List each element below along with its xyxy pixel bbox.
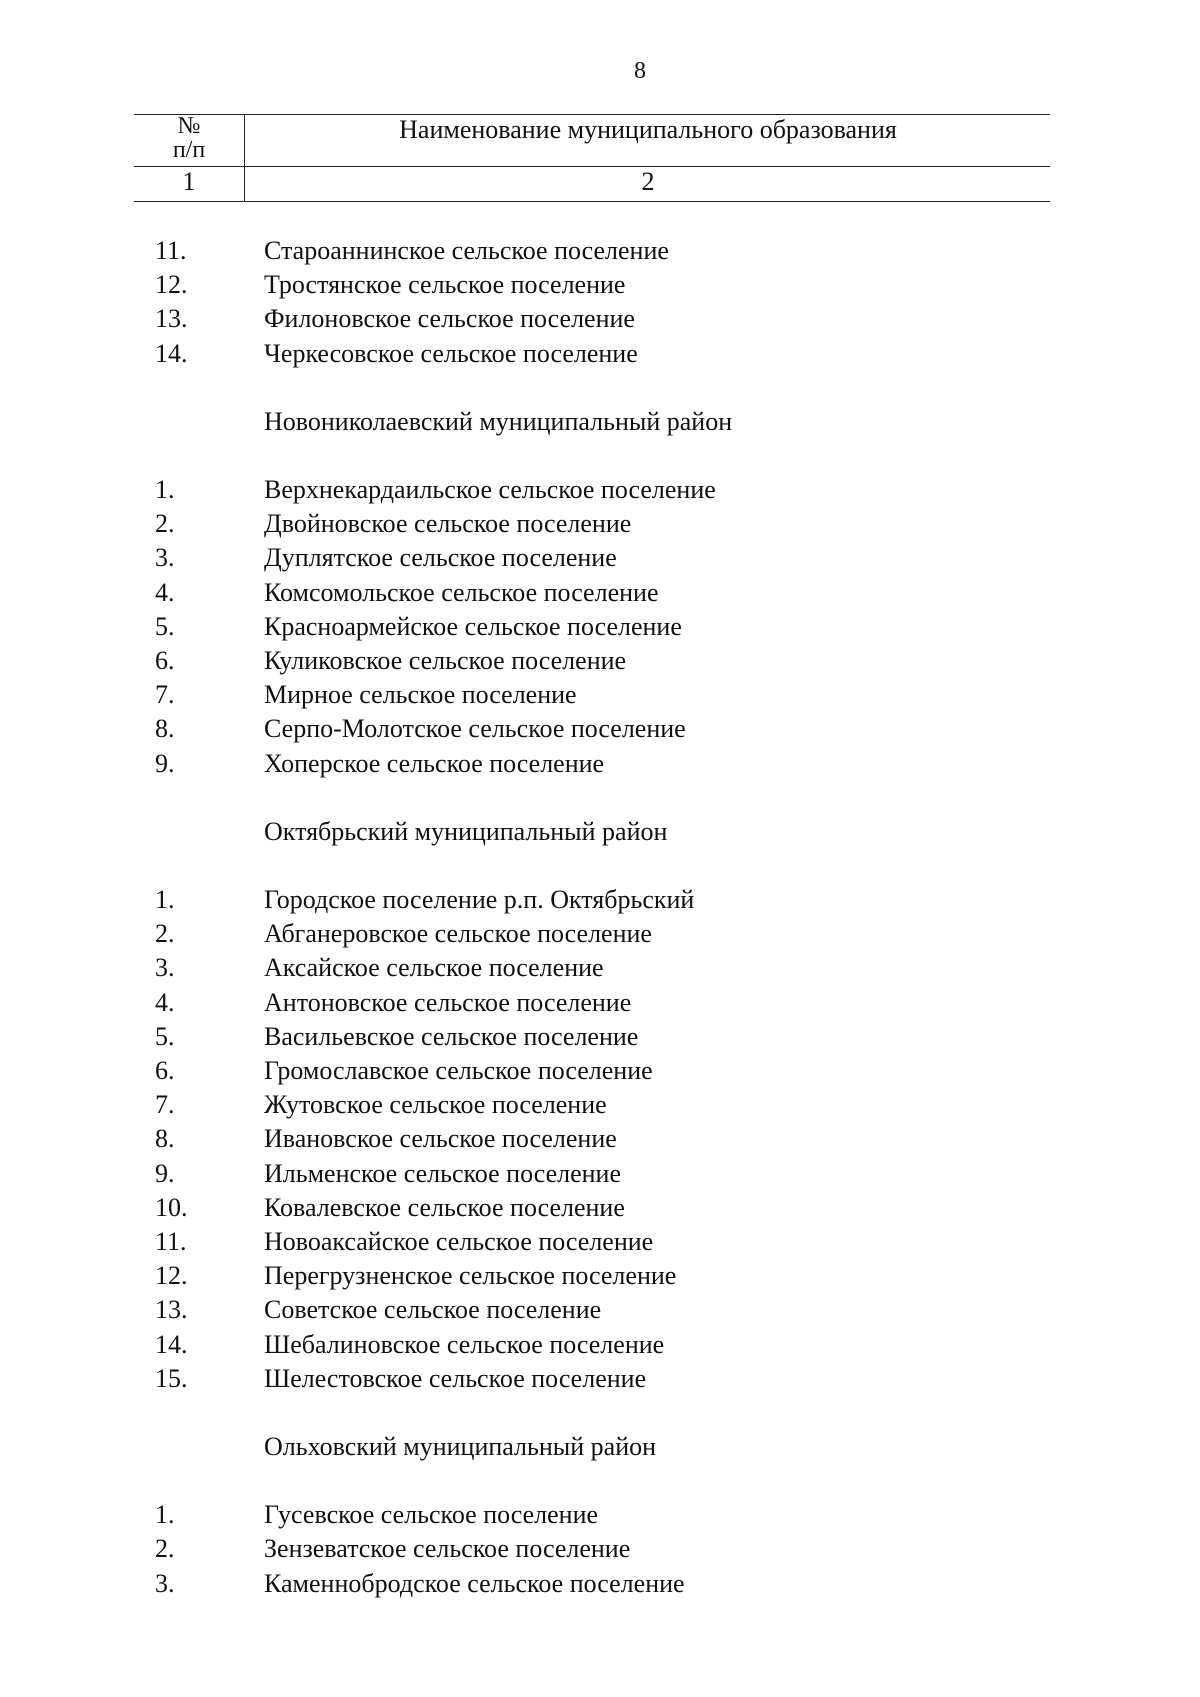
list-item-number: 6.	[155, 646, 175, 675]
list-item-name: Антоновское сельское поселение	[264, 987, 632, 1017]
list-item	[0, 1088, 1200, 1122]
list-item	[0, 1020, 1200, 1054]
list-item	[0, 951, 1200, 985]
list-item-name: Зензеватское сельское поселение	[264, 1534, 631, 1564]
list-item-name: Верхнекардаильское сельское поселение	[264, 475, 716, 504]
list-item-name: Ковалевское сельское поселение	[264, 1192, 625, 1222]
district-heading: Ольховский муниципальный район	[264, 1432, 657, 1461]
list-item-name: Серпо-Молотское сельское поселение	[264, 714, 686, 744]
list-item	[0, 1328, 1200, 1362]
list-item-name: Городское поселение р.п. Октябрьский	[264, 885, 695, 914]
list-item-name: Комсомольское сельское поселение	[264, 577, 659, 607]
list-item-number: 11.	[155, 236, 187, 265]
list-item-number: 2.	[155, 919, 175, 949]
list-item-number: 3.	[155, 1568, 175, 1598]
list-item-name: Ивановское сельское поселение	[264, 1124, 617, 1154]
list-item-name: Тростянское сельское поселение	[264, 270, 626, 300]
list-item-number: 11.	[155, 1227, 187, 1256]
list-item-number: 3.	[155, 953, 175, 983]
list-item-number: 1.	[155, 1500, 175, 1530]
list-item-name: Куликовское сельское поселение	[264, 646, 627, 675]
list-item-number: 14.	[155, 338, 188, 368]
list-item	[0, 1122, 1200, 1156]
list-item	[0, 1157, 1200, 1191]
column-number-header	[134, 114, 244, 162]
list-item	[0, 917, 1200, 951]
list-item-name: Хоперское сельское поселение	[264, 748, 605, 778]
list-item	[0, 986, 1200, 1020]
list-item-name: Двойновское сельское поселение	[264, 509, 632, 539]
list-item	[0, 712, 1200, 746]
column-number-header-line1: №	[177, 113, 201, 139]
list-item-name: Перегрузненское сельское поселение	[264, 1261, 677, 1291]
list-item	[0, 268, 1200, 302]
list-item-number: 15.	[155, 1363, 188, 1393]
list-item-number: 3.	[155, 543, 175, 573]
header-bottom-rule	[134, 201, 1050, 202]
list-item	[0, 1293, 1200, 1327]
list-item	[0, 610, 1200, 644]
district-heading: Новониколаевский муниципальный район	[264, 406, 733, 436]
list-item-number: 2.	[155, 1534, 175, 1564]
list-item-name: Черкесовское сельское поселение	[264, 338, 638, 368]
list-item-number: 1.	[155, 885, 175, 914]
list-item	[0, 541, 1200, 575]
list-item-number: 5.	[155, 1021, 175, 1051]
list-item-number: 12.	[155, 270, 188, 300]
list-item	[0, 576, 1200, 610]
column-number-header-line2: п/п	[172, 137, 206, 163]
list-item	[0, 1054, 1200, 1088]
list-item-name: Мирное сельское поселение	[264, 680, 577, 710]
list-item	[0, 337, 1200, 371]
list-item-number: 5.	[155, 611, 175, 641]
page-number: 8	[634, 58, 646, 84]
header-column-divider	[244, 114, 245, 202]
list-item	[0, 1362, 1200, 1396]
list-item-number: 9.	[155, 748, 175, 778]
list-item	[0, 1191, 1200, 1225]
list-item-name: Староаннинское сельское поселение	[264, 236, 669, 265]
list-item-name: Советское сельское поселение	[264, 1295, 602, 1325]
list-item-number: 8.	[155, 714, 175, 744]
list-item-name: Абганеровское сельское поселение	[264, 919, 652, 949]
list-item-name: Новоаксайское сельское поселение	[264, 1227, 654, 1256]
list-item-name: Ильменское сельское поселение	[264, 1158, 622, 1188]
list-item-number: 13.	[155, 304, 188, 334]
list-item-name: Гусевское сельское поселение	[264, 1500, 599, 1530]
list-item-number: 9.	[155, 1158, 175, 1188]
list-item-number: 6.	[155, 1056, 175, 1085]
list-item-number: 8.	[155, 1124, 175, 1154]
list-item	[0, 1498, 1200, 1532]
list-item	[0, 1567, 1200, 1601]
district-heading: Октябрьский муниципальный район	[264, 816, 668, 846]
list-item-number: 1.	[155, 475, 175, 504]
list-item-name: Васильевское сельское поселение	[264, 1021, 639, 1051]
list-item-name: Жутовское сельское поселение	[264, 1090, 607, 1120]
list-item-number: 2.	[155, 509, 175, 539]
table-header	[134, 114, 1050, 202]
list-item-number: 7.	[155, 680, 175, 710]
column-name-index: 2	[641, 167, 655, 196]
list-item-number: 4.	[155, 577, 175, 607]
list-item-number: 4.	[155, 987, 175, 1017]
list-item-number: 7.	[155, 1090, 175, 1120]
list-item-name: Красноармейское сельское поселение	[264, 611, 682, 641]
list-item	[0, 747, 1200, 781]
list-item-number: 14.	[155, 1329, 188, 1359]
column-number-index: 1	[182, 167, 196, 196]
list-item-name: Дуплятское сельское поселение	[264, 543, 617, 573]
list-item-number: 12.	[155, 1261, 188, 1291]
list-item	[0, 507, 1200, 541]
list-item-name: Аксайское сельское поселение	[264, 953, 604, 983]
column-name-header: Наименование муниципального образования	[399, 115, 897, 144]
list-item	[0, 473, 1200, 507]
list-item	[0, 1532, 1200, 1566]
list-item	[0, 234, 1200, 268]
list-item-name: Филоновское сельское поселение	[264, 304, 635, 334]
list-item	[0, 644, 1200, 678]
list-item-name: Шелестовское сельское поселение	[264, 1363, 647, 1393]
list-item-number: 13.	[155, 1295, 188, 1325]
list-item-name: Громославское сельское поселение	[264, 1056, 653, 1085]
list-item	[0, 678, 1200, 712]
list-item-name: Каменнобродское сельское поселение	[264, 1568, 685, 1598]
list-item	[0, 1225, 1200, 1259]
list-item	[0, 302, 1200, 336]
list-item-name: Шебалиновское сельское поселение	[264, 1329, 665, 1359]
list-item	[0, 1259, 1200, 1293]
list-item-number: 10.	[155, 1192, 188, 1222]
list-item	[0, 883, 1200, 917]
